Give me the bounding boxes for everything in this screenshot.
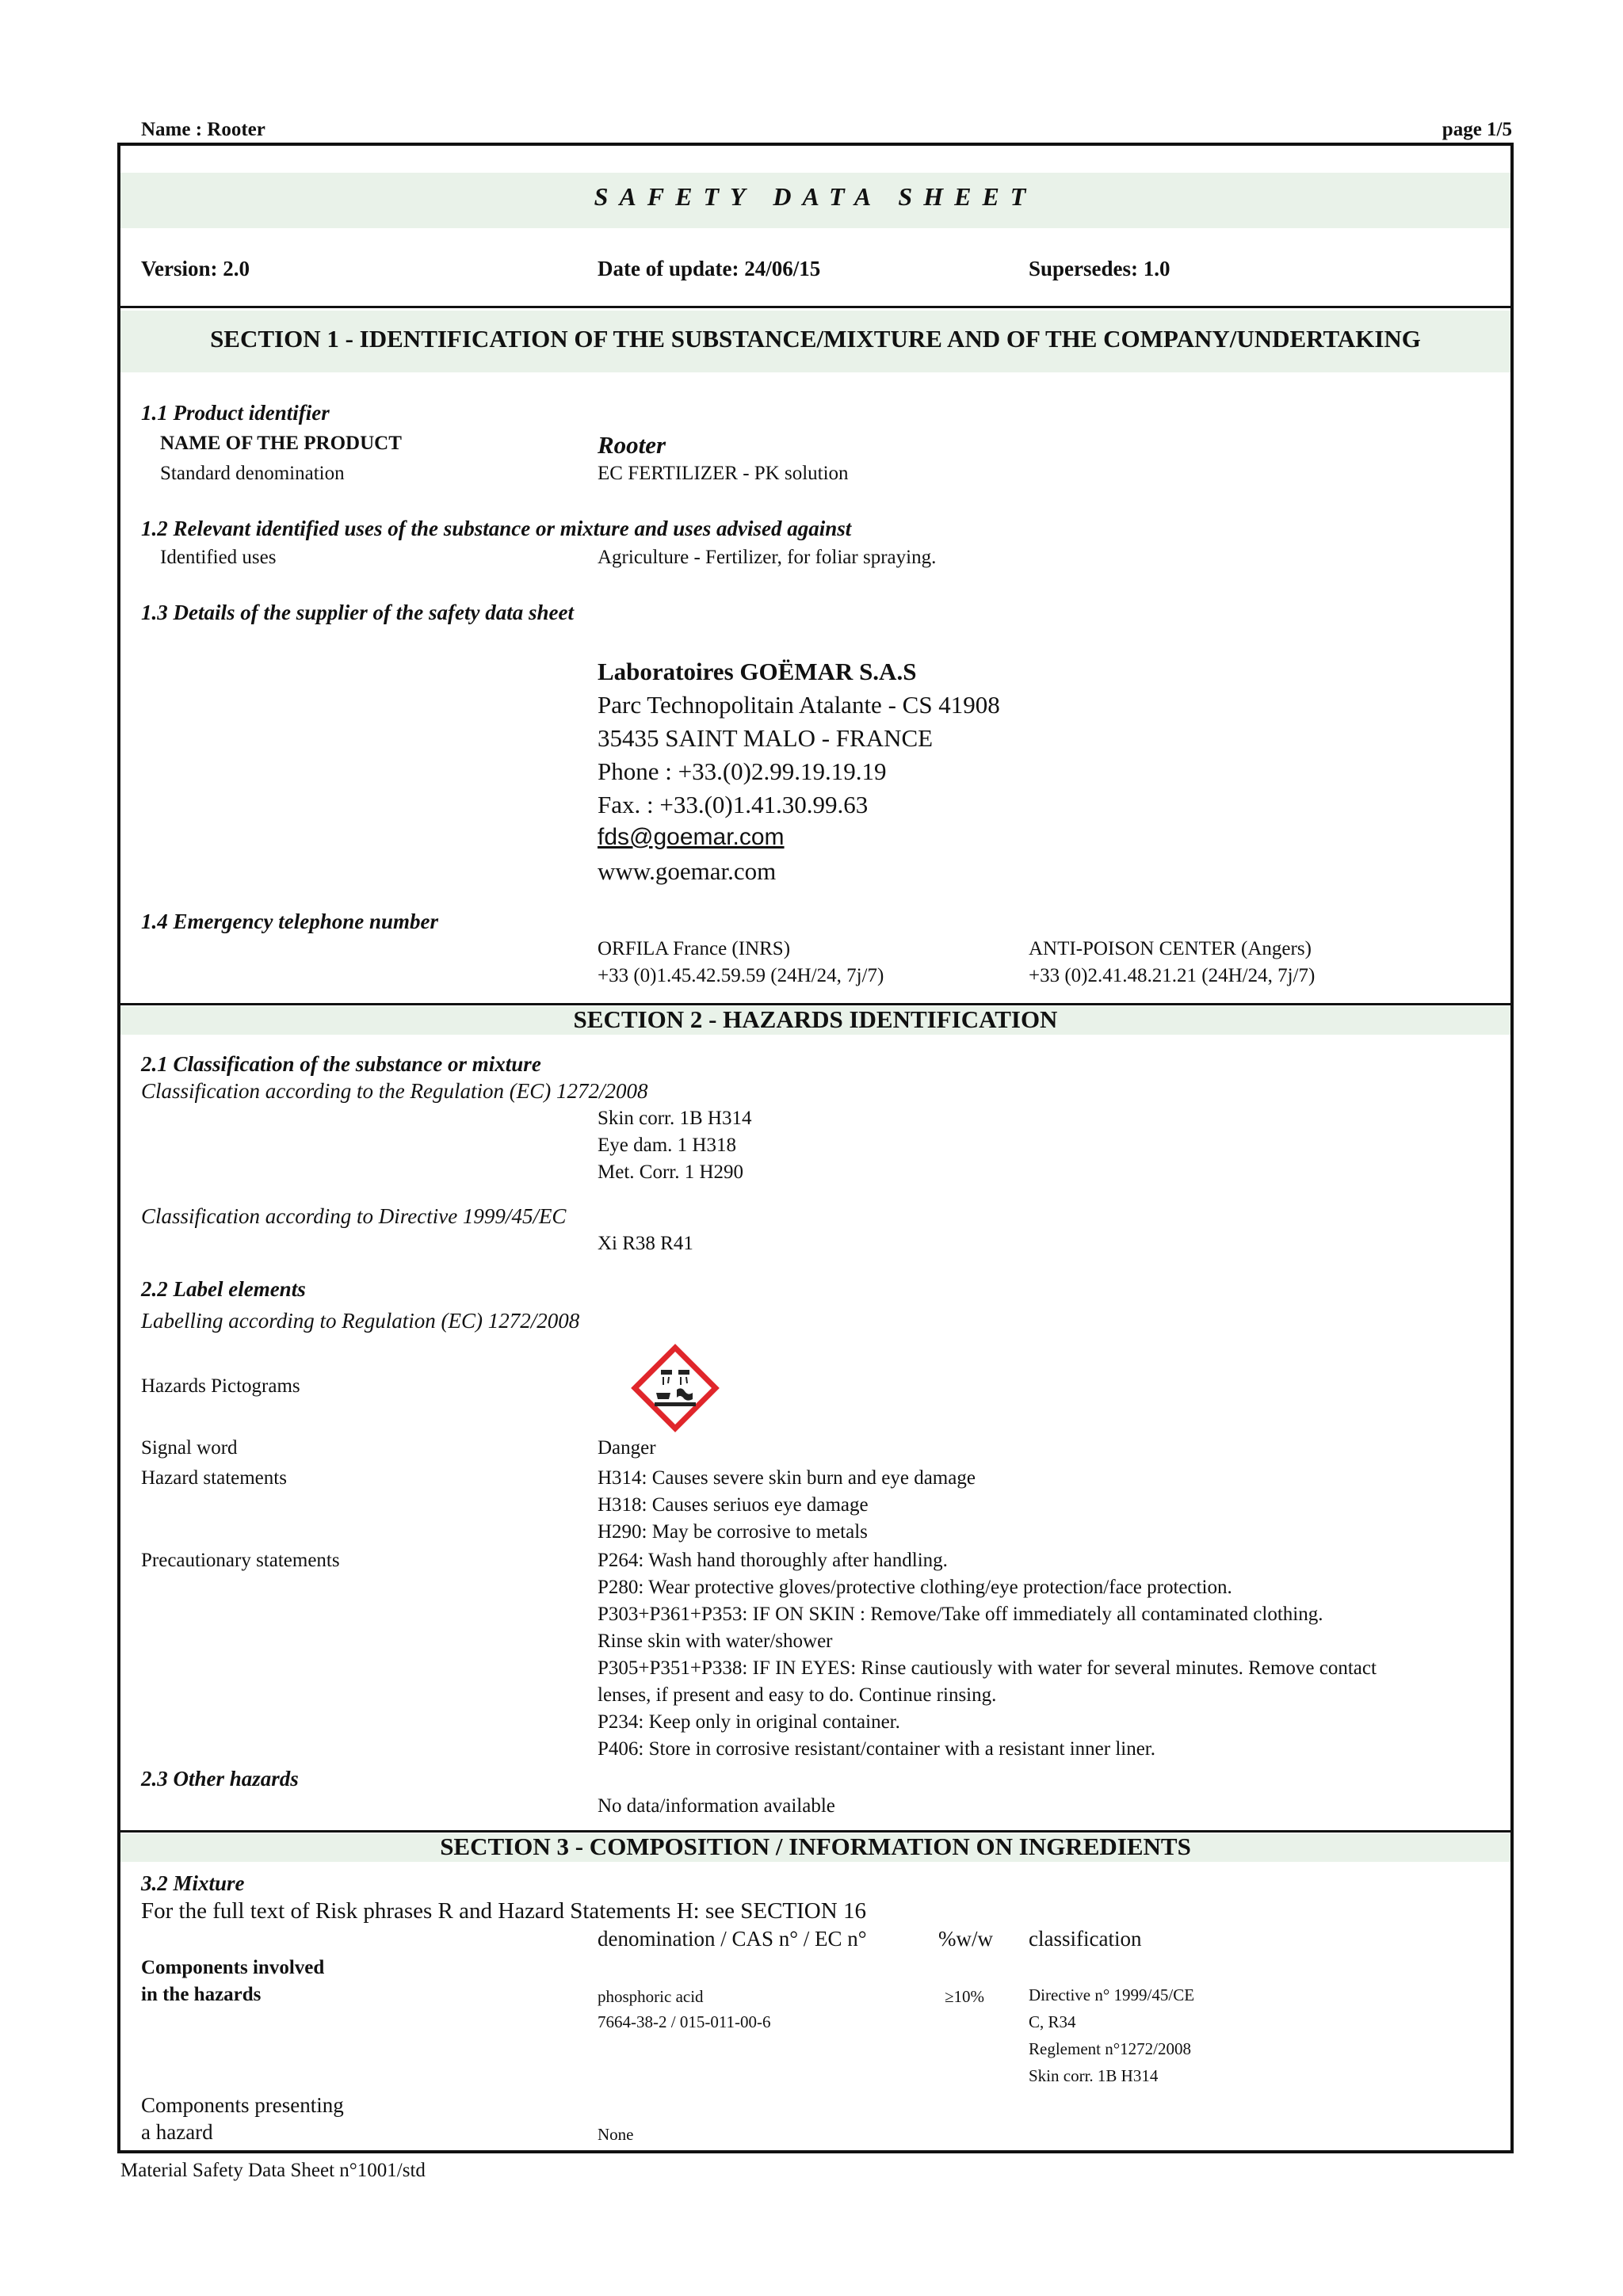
emergency-2-phone: +33 (0)2.41.48.21.21 (24H/24, 7j/7) [1029,965,1316,986]
emergency-1-phone: +33 (0)1.45.42.59.59 (24H/24, 7j/7) [598,965,884,986]
version: Version: 2.0 [141,257,250,280]
components-presenting-value: None [598,2125,634,2144]
ghs05-corrosion-icon [631,1344,720,1432]
subheading-2-1: 2.1 Classification of the substance or mixture [141,1052,541,1076]
section1-heading: SECTION 1 - IDENTIFICATION OF THE SUBSTANCE/MIXTURE AND OF THE COMPANY/UNDERTAKING [210,325,1421,353]
column-percent: %w/w [938,1927,993,1951]
denomination-value: EC FERTILIZER - PK solution [598,463,849,484]
update-date: Date of update: 24/06/15 [598,257,821,280]
component-percent: ≥10% [945,1987,985,2006]
company-email-link[interactable]: fds@goemar.com [598,824,785,850]
component-classification: Reglement n°1272/2008 [1029,2039,1191,2058]
precautionary-statement: P303+P361+P353: IF ON SKIN : Remove/Take off immediately all contaminated clothing. [598,1604,1323,1625]
components-involved-label-2: in the hazards [141,1984,262,2005]
other-hazards-value: No data/information available [598,1795,835,1817]
precautionary-statement: P234: Keep only in original container. [598,1711,900,1733]
product-name-value: Rooter [598,431,666,459]
company-fax: Fax. : +33.(0)1.41.30.99.63 [598,791,869,818]
precautionary-statement: P264: Wash hand thoroughly after handling. [598,1550,948,1571]
company-name: Laboratoires GOËMAR S.A.S [598,658,917,685]
component-name: phosphoric acid [598,1987,704,2006]
supersedes: Supersedes: 1.0 [1029,257,1170,280]
header-product-name: Name : Rooter [141,119,265,140]
component-cas: 7664-38-2 / 015-011-00-6 [598,2012,771,2031]
components-presenting-label-2: a hazard [141,2120,213,2144]
divider [117,306,1514,308]
signal-word-label: Signal word [141,1437,238,1459]
component-classification: Directive n° 1999/45/CE [1029,1985,1195,2004]
component-classification: C, R34 [1029,2012,1076,2031]
subheading-1-3: 1.3 Details of the supplier of the safety data sheet [141,601,574,624]
components-presenting-label: Components presenting [141,2093,344,2117]
directive-classification-label: Classification according to Directive 1999/45/EC [141,1204,567,1228]
pictograms-label: Hazards Pictograms [141,1375,300,1397]
subheading-1-1: 1.1 Product identifier [141,401,330,425]
precautionary-statement: lenses, if present and easy to do. Continue rinsing. [598,1684,997,1706]
section3-heading: SECTION 3 - COMPOSITION / INFORMATION ON INGREDIENTS [440,1833,1191,1860]
directive-classification-value: Xi R38 R41 [598,1233,693,1254]
hazard-statement: H290: May be corrosive to metals [598,1521,868,1543]
subheading-2-2: 2.2 Label elements [141,1277,306,1301]
company-address-line1: Parc Technopolitain Atalante - CS 41908 [598,691,1000,719]
clp-classification-1: Skin corr. 1B H314 [598,1108,752,1129]
clp-classification-3: Met. Corr. 1 H290 [598,1161,744,1183]
precautionary-statements-label: Precautionary statements [141,1550,340,1571]
components-involved-label: Components involved [141,1957,325,1978]
full-text-reference: For the full text of Risk phrases R and Hazard Statements H: see SECTION 16 [141,1898,866,1924]
hazard-statements-label: Hazard statements [141,1467,287,1489]
precautionary-statement: Rinse skin with water/shower [598,1630,833,1652]
identified-uses-label: Identified uses [160,547,277,568]
precautionary-statement: P305+P351+P338: IF IN EYES: Rinse cautiously with water for several minutes. Remove contact [598,1657,1377,1679]
column-denomination: denomination / CAS n° / EC n° [598,1927,867,1951]
footer-reference: Material Safety Data Sheet n°1001/std [120,2160,426,2181]
hazard-statement: H318: Causes seriuos eye damage [598,1494,869,1516]
labelling-regulation: Labelling according to Regulation (EC) 1272/2008 [141,1309,580,1333]
subheading-2-3: 2.3 Other hazards [141,1767,299,1791]
emergency-2-name: ANTI-POISON CENTER (Angers) [1029,938,1312,959]
section2-heading: SECTION 2 - HAZARDS IDENTIFICATION [573,1005,1058,1033]
precautionary-statement: P280: Wear protective gloves/protective clothing/eye protection/face protection. [598,1577,1232,1598]
emergency-1-name: ORFILA France (INRS) [598,938,791,959]
signal-word-value: Danger [598,1437,656,1459]
hazard-statement: H314: Causes severe skin burn and eye damage [598,1467,976,1489]
precautionary-statement: P406: Store in corrosive resistant/container with a resistant inner liner. [598,1738,1156,1760]
header-page-number: page 1/5 [1442,119,1512,140]
company-phone: Phone : +33.(0)2.99.19.19.19 [598,757,887,785]
subheading-1-2: 1.2 Relevant identified uses of the substance or mixture and uses advised against [141,517,852,540]
component-classification: Skin corr. 1B H314 [1029,2066,1159,2085]
column-classification: classification [1029,1927,1142,1951]
subheading-3-2: 3.2 Mixture [141,1871,245,1895]
document-title: SAFETY DATA SHEET [594,182,1037,211]
product-name-label: NAME OF THE PRODUCT [160,433,402,454]
clp-classification-label: Classification according to the Regulation (EC) 1272/2008 [141,1079,648,1103]
denomination-label: Standard denomination [160,463,345,484]
identified-uses-value: Agriculture - Fertilizer, for foliar spraying. [598,547,937,568]
clp-classification-2: Eye dam. 1 H318 [598,1135,736,1156]
subheading-1-4: 1.4 Emergency telephone number [141,910,438,933]
company-address-line2: 35435 SAINT MALO - FRANCE [598,724,934,752]
company-website: www.goemar.com [598,857,777,885]
